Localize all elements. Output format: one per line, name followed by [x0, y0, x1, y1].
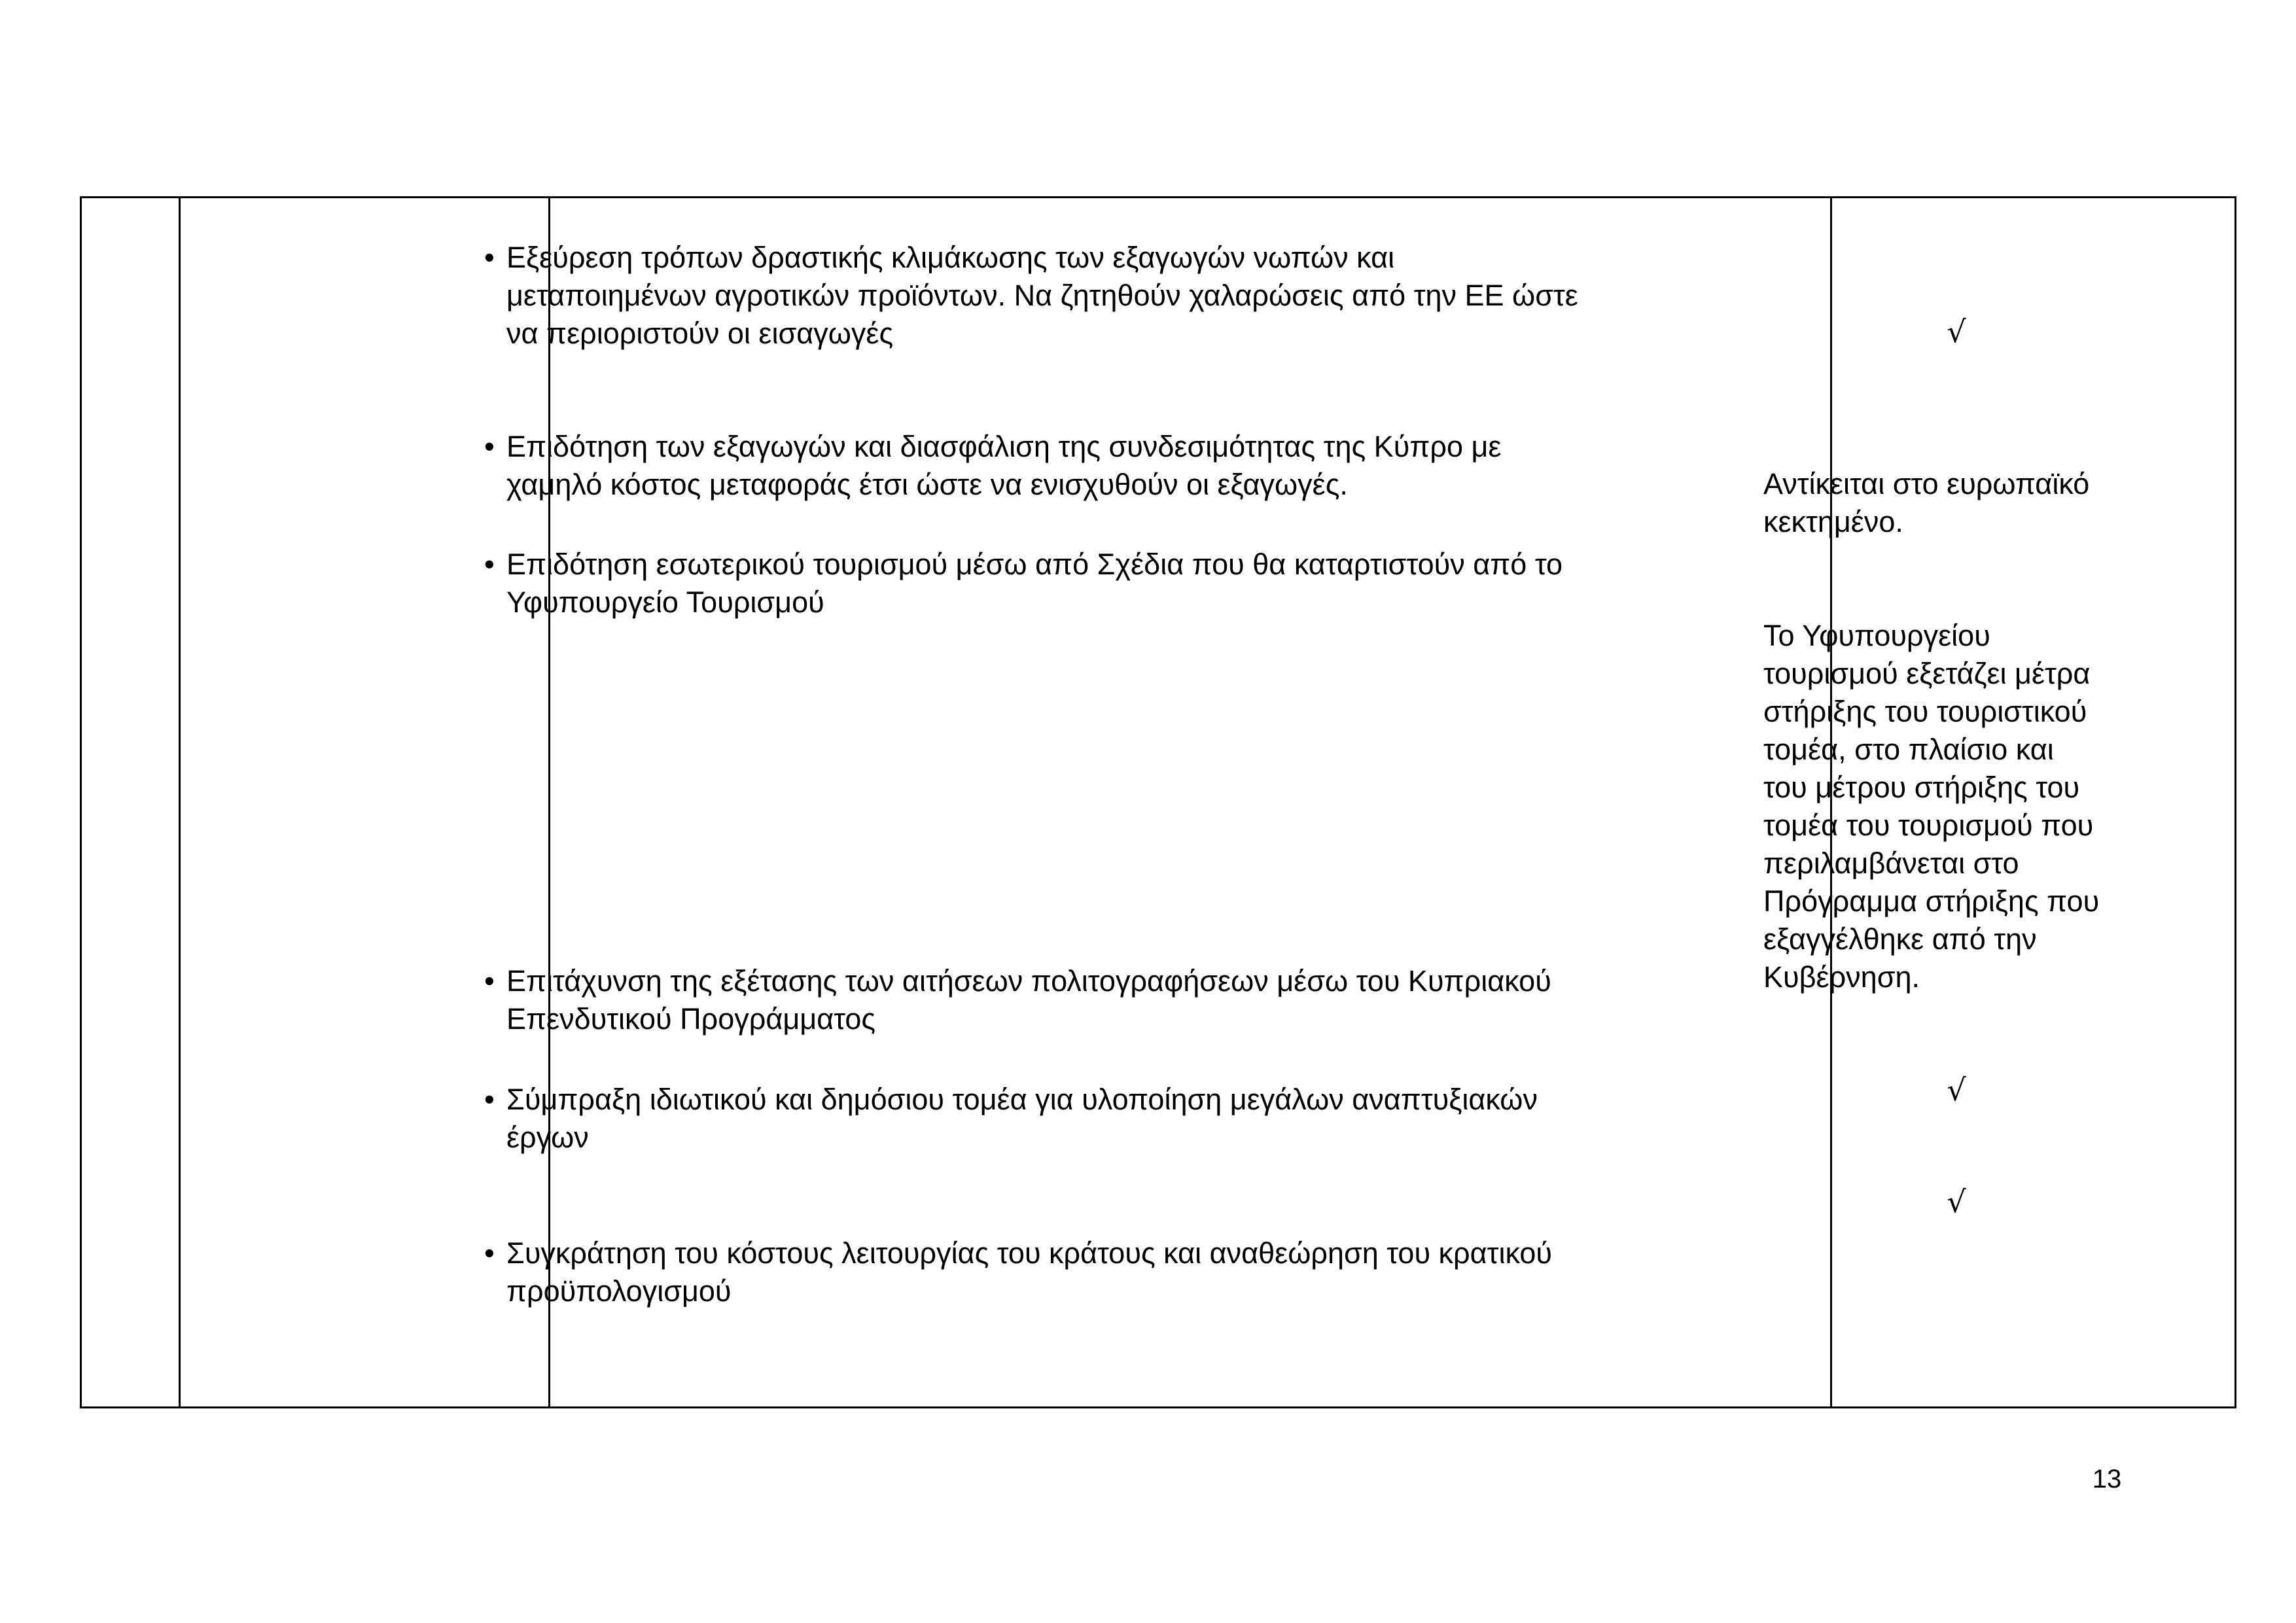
- measure-text: Σύμπραξη ιδιωτικού και δημόσιου τομέα για υλοποίηση μεγάλων αναπτυξιακών έργων: [506, 1083, 1538, 1154]
- bullet-icon: •: [484, 548, 495, 581]
- measure-item: [484, 239, 1727, 353]
- measure-item: [484, 1081, 1727, 1157]
- page-number: 13: [2092, 1465, 2122, 1493]
- measure-text: Επιδότηση εσωτερικού τουρισμού μέσω από Σχέδια που θα καταρτιστούν από το Υφυπουργείο Τουρισμού: [506, 548, 1563, 619]
- checkmark-icon: √: [1947, 1072, 1966, 1108]
- measure-item: [484, 1234, 1727, 1310]
- bullet-icon: •: [484, 1083, 495, 1116]
- column-divider-2: [548, 198, 550, 1406]
- comment-text: Αντίκειται στο ευρωπαϊκό κεκτημένο.: [1763, 467, 2090, 538]
- bullet-icon: •: [484, 430, 495, 463]
- measure-text: Επιδότηση των εξαγωγών και διασφάλιση της συνδεσιμότητας της Κύπρο με χαμηλό κόστος μεταφοράς έτσι ώστε να ενισχυθούν οι εξαγωγές.: [506, 430, 1502, 501]
- checkmark-icon: √: [1947, 314, 1966, 349]
- comment-text: Το Υφυπουργείου τουρισμού εξετάζει μέτρα στήριξης του τουριστικού τομέα, στο πλαίσιο και του μέτρου στήριξης του τομέα του τουρισμού που περιλαμβάνεται στο Πρόγραμμα στήριξης που εξαγγέλθηκε από την Κυβέρνηση.: [1763, 619, 2100, 994]
- bullet-icon: •: [484, 964, 495, 998]
- bullet-icon: •: [484, 1236, 495, 1270]
- measure-text: Εξεύρεση τρόπων δραστικής κλιμάκωσης των εξαγωγών νωπών και μεταποιημένων αγροτικών προϊόντων. Να ζητηθούν χαλαρώσεις από την ΕΕ ώστε να περιοριστούν οι εισαγωγές: [506, 241, 1578, 350]
- measure-text: Συγκράτηση του κόστους λειτουργίας του κράτους και αναθεώρηση του κρατικού προϋπολογισμού: [506, 1236, 1553, 1308]
- measure-item: [484, 546, 1727, 621]
- measure-item: [484, 962, 1727, 1038]
- bullet-icon: •: [484, 241, 495, 274]
- measure-text: Επιτάχυνση της εξέτασης των αιτήσεων πολιτογραφήσεων μέσω του Κυπριακού Επενδυτικού Προγράμματος: [506, 964, 1551, 1036]
- checkmark-icon: √: [1947, 1184, 1966, 1219]
- measure-item: [484, 428, 1727, 504]
- column-divider-1: [179, 198, 181, 1406]
